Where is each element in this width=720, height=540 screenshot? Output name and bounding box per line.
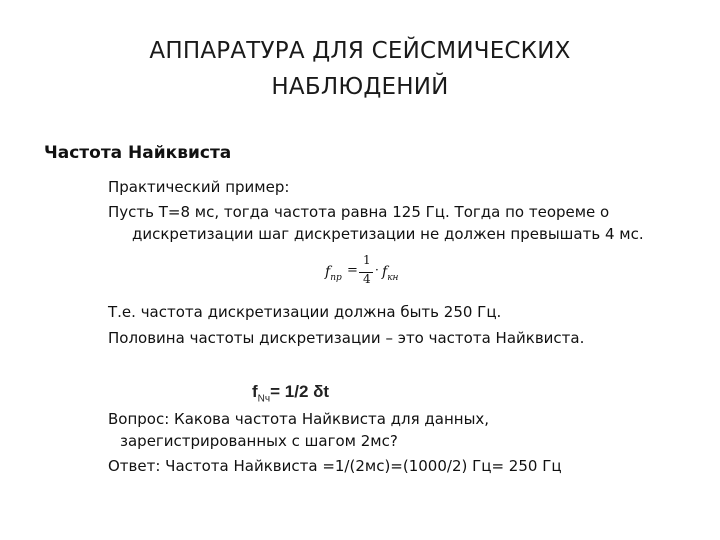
formula-dot: · — [375, 263, 379, 277]
nyquist-formula: $f_{Nч}= 1/2$ δt — [252, 382, 330, 405]
section-heading: Частота Найквиста — [44, 143, 232, 163]
formula-denominator: 4 — [363, 272, 371, 286]
text-line-answer: Ответ: Частота Найквиста =1/(2мс)=(1000/2) Гц= 250 Гц — [108, 457, 562, 475]
title-line-2: НАБЛЮДЕНИЙ — [271, 74, 449, 100]
text-line-example: Практический пример: — [108, 178, 290, 196]
formula-lhs: $f_{пр}$ — [325, 264, 342, 283]
text-line-half-rate: Половина частоты дискретизации – это частота Найквиста. — [108, 329, 585, 347]
text-line-question: Вопрос: Какова частота Найквиста для данных, — [108, 410, 490, 428]
formula-equals: = — [347, 263, 358, 278]
text-line-question-cont: зарегистрированных с шагом 2мс? — [120, 432, 398, 450]
text-line-rate: Т.е. частота дискретизации должна быть 250 Гц. — [108, 303, 502, 321]
formula-numerator: 1 — [363, 253, 371, 267]
slide-title — [60, 33, 660, 105]
text-line-sampling-step: дискретизации шаг дискретизации не должен превышать 4 мс. — [132, 225, 644, 243]
formula-rhs: $f_{кн}$ — [382, 264, 399, 283]
text-line-period: Пусть T=8 мс, тогда частота равна 125 Гц. Тогда по теореме о — [108, 203, 610, 221]
title-line-1: АППАРАТУРА ДЛЯ СЕЙСМИЧЕСКИХ — [149, 38, 571, 64]
sampling-formula — [325, 255, 415, 289]
